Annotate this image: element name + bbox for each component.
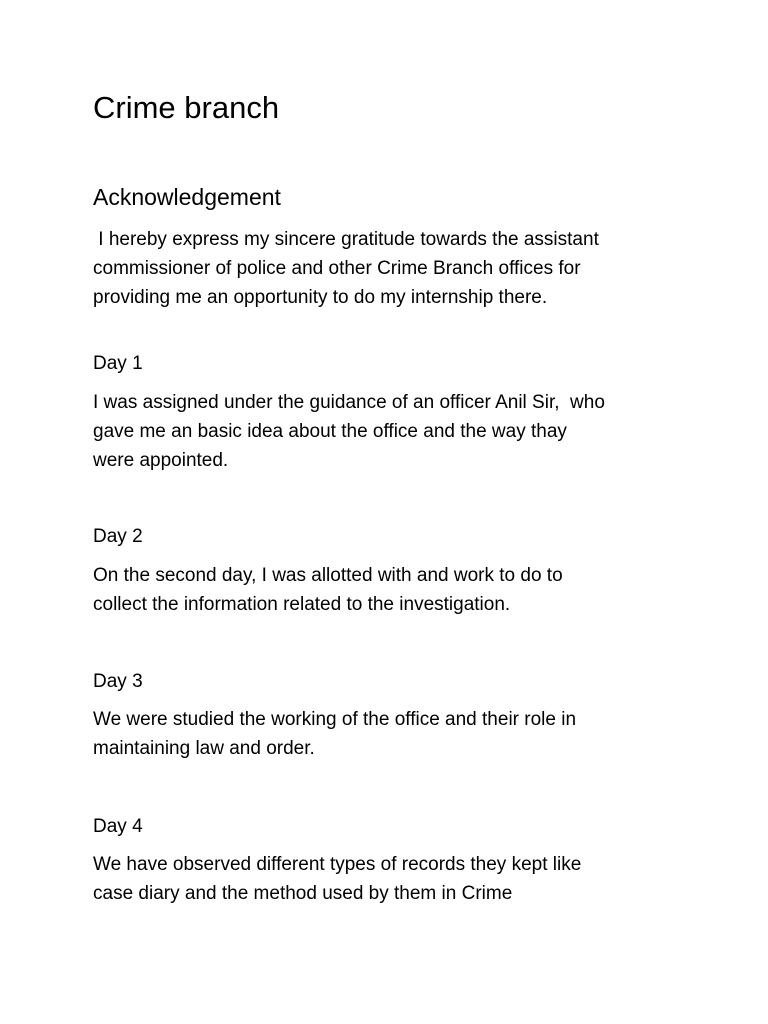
paragraph-line: case diary and the method used by them in Crime	[93, 883, 513, 904]
day-3-label: Day 3	[93, 671, 143, 692]
acknowledgement-paragraph	[93, 225, 599, 312]
day-1-label: Day 1	[93, 353, 143, 374]
day-3-paragraph	[93, 705, 576, 763]
paragraph-line: We have observed different types of records they kept like	[93, 854, 582, 875]
day-2-label: Day 2	[93, 526, 143, 547]
day-4-paragraph	[93, 850, 581, 908]
day-4-label: Day 4	[93, 816, 143, 837]
paragraph-line: maintaining law and order.	[93, 738, 315, 759]
acknowledgement-heading: Acknowledgement	[93, 184, 281, 210]
paragraph-line: commissioner of police and other Crime Branch offices for	[93, 258, 581, 279]
paragraph-line: collect the information related to the investigation.	[93, 594, 511, 615]
paragraph-line: were appointed.	[93, 450, 229, 471]
paragraph-line: We were studied the working of the office and their role in	[93, 709, 577, 730]
day-1-paragraph	[93, 388, 605, 475]
paragraph-line: providing me an opportunity to do my internship there.	[93, 287, 548, 308]
paragraph-line: gave me an basic idea about the office and the way thay	[93, 421, 567, 442]
paragraph-line: I hereby express my sincere gratitude towards the assistant	[93, 229, 599, 250]
paragraph-line: On the second day, I was allotted with and work to do to	[93, 565, 563, 586]
paragraph-line: I was assigned under the guidance of an officer Anil Sir, who	[93, 392, 605, 413]
document-title: Crime branch	[93, 90, 280, 125]
day-2-paragraph	[93, 561, 563, 619]
